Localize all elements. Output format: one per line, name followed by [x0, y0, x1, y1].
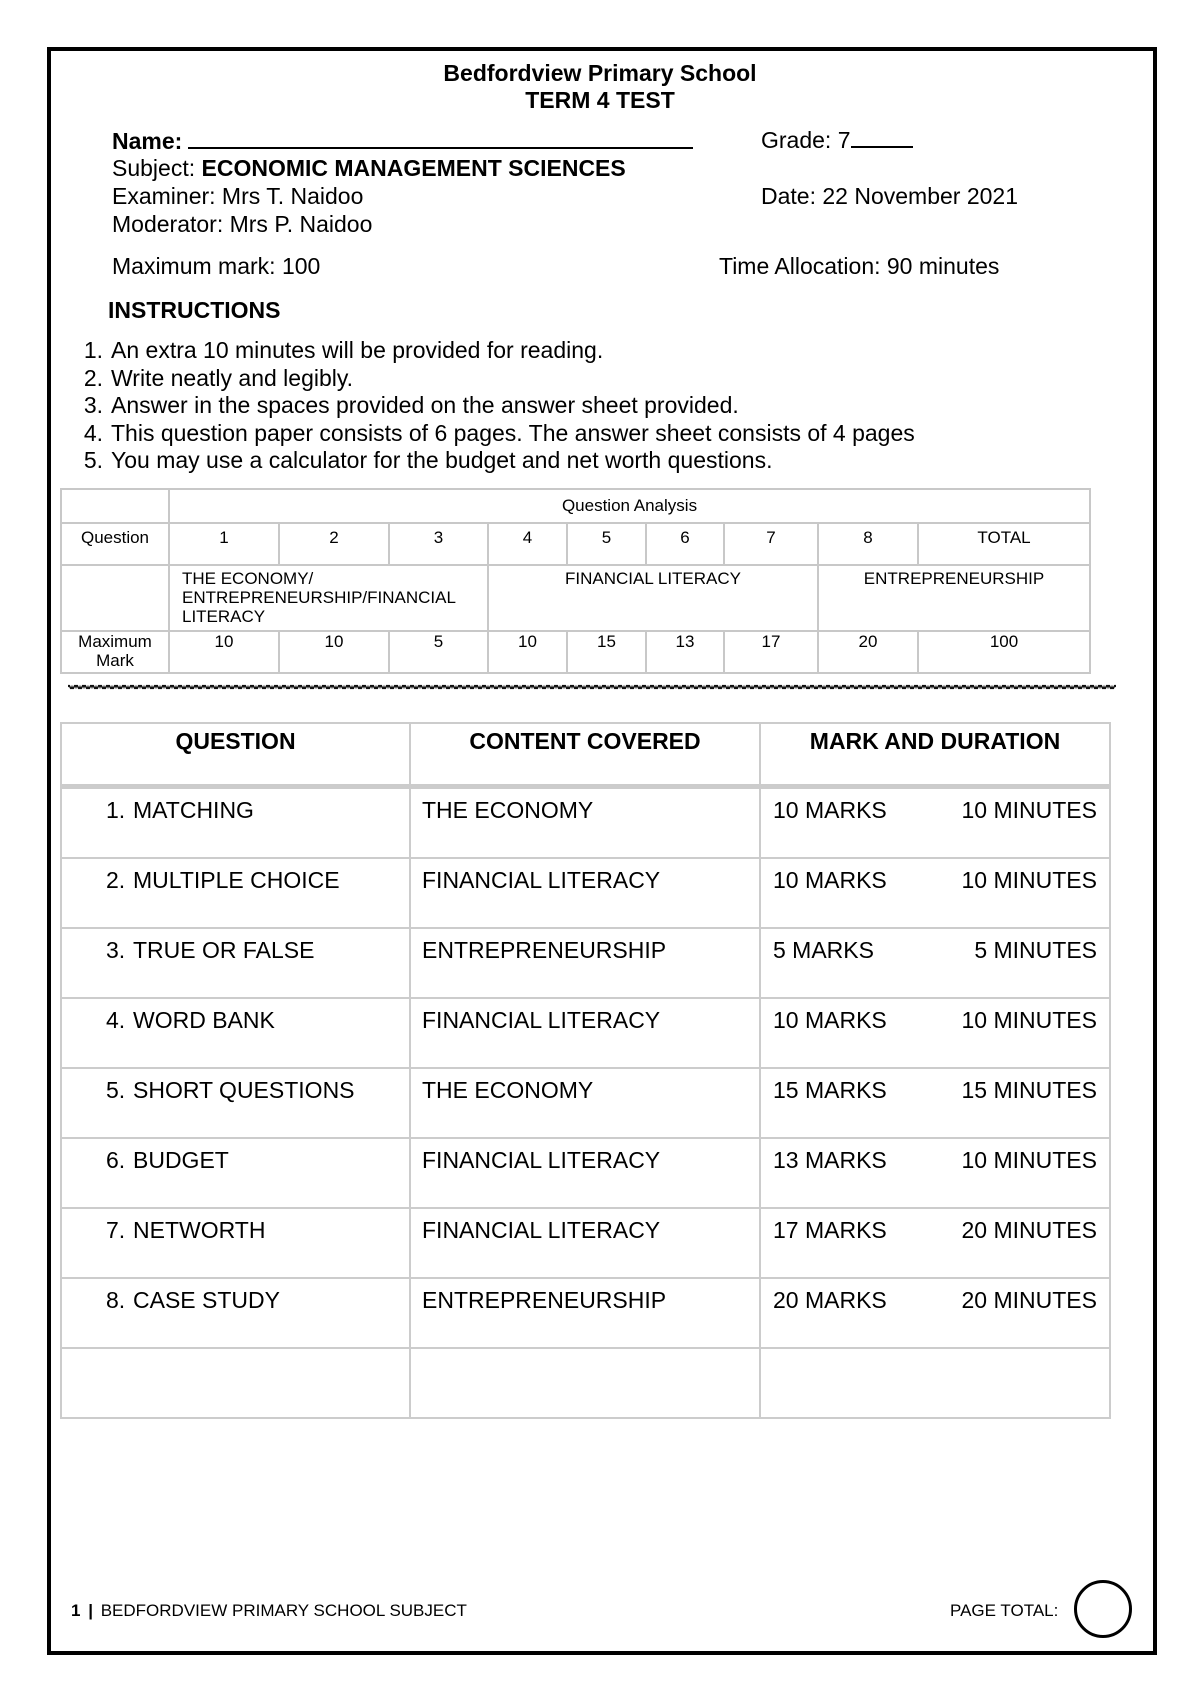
question-type: MATCHING: [133, 797, 254, 823]
instructions-list: [67, 337, 915, 475]
mark-duration-cell: [760, 998, 1110, 1068]
question-number: 2: [279, 523, 389, 565]
mark-value: 10 MARKS: [773, 797, 887, 823]
mark-value: 20 MARKS: [773, 1287, 887, 1313]
question-number: 5.: [106, 1077, 126, 1103]
topic-financial-literacy: FINANCIAL LITERACY: [488, 565, 818, 631]
question-number: 4.: [106, 1007, 126, 1033]
table-row: [61, 631, 1090, 673]
page-number: 1: [71, 1601, 81, 1620]
maximum-mark: Maximum mark: 100: [112, 253, 321, 279]
topic-economy-entrepreneurship-financial: THE ECONOMY/ ENTREPRENEURSHIP/FINANCIAL LITERACY: [169, 565, 488, 631]
table-row: [61, 998, 1110, 1068]
subject-line: [112, 155, 626, 182]
header-question: QUESTION: [61, 723, 410, 787]
question-label: Question: [61, 523, 169, 565]
test-date: Date: 22 November 2021: [761, 183, 1018, 209]
question-number: 7: [724, 523, 818, 565]
grade-label: Grade: 7: [761, 127, 851, 153]
question-type: WORD BANK: [133, 1007, 275, 1033]
total-mark-value: 100: [918, 631, 1090, 673]
table-row: [61, 1208, 1110, 1278]
list-item: 2. Write neatly and legibly.: [83, 364, 354, 391]
content-covered: THE ECONOMY: [410, 1068, 760, 1138]
mark-value: 5 MARKS: [773, 937, 874, 963]
total-label: TOTAL: [918, 523, 1090, 565]
table-row: [61, 1138, 1110, 1208]
page-total-circle[interactable]: [1074, 1580, 1132, 1638]
question-cell: [61, 998, 410, 1068]
wavy-divider: [68, 682, 1116, 692]
question-cell: [61, 1138, 410, 1208]
max-mark-value: 13: [646, 631, 724, 673]
question-number: 6: [646, 523, 724, 565]
question-number: 1.: [106, 797, 126, 823]
question-type: SHORT QUESTIONS: [133, 1077, 355, 1103]
mark-duration-cell: [760, 858, 1110, 928]
mark-value: 10 MARKS: [773, 1007, 887, 1033]
duration-value: 5 MINUTES: [974, 937, 1097, 963]
question-type: NETWORTH: [133, 1217, 266, 1243]
max-mark-value: 20: [818, 631, 918, 673]
question-cell: [61, 1068, 410, 1138]
question-number: 6.: [106, 1147, 126, 1173]
grade-blank[interactable]: [851, 128, 913, 148]
duration-value: 20 MINUTES: [961, 1217, 1097, 1243]
question-cell: [61, 787, 410, 859]
content-covered: FINANCIAL LITERACY: [410, 1138, 760, 1208]
max-mark-value: 15: [567, 631, 646, 673]
duration-value: 10 MINUTES: [961, 867, 1097, 893]
content-covered: FINANCIAL LITERACY: [410, 858, 760, 928]
moderator: Moderator: Mrs P. Naidoo: [112, 211, 373, 237]
max-mark-value: 10: [169, 631, 279, 673]
question-number: 1: [169, 523, 279, 565]
header-mark-duration: MARK AND DURATION: [760, 723, 1110, 787]
content-covered: FINANCIAL LITERACY: [410, 1208, 760, 1278]
name-label: Name:: [112, 128, 183, 154]
question-type: TRUE OR FALSE: [133, 937, 315, 963]
table-row: [61, 523, 1090, 565]
grade-field[interactable]: [761, 127, 913, 154]
mark-value: 15 MARKS: [773, 1077, 887, 1103]
mark-duration-cell: [760, 1068, 1110, 1138]
table-header-row: [61, 723, 1110, 787]
question-number: 2.: [106, 867, 126, 893]
max-mark-value: 10: [279, 631, 389, 673]
content-covered: ENTREPRENEURSHIP: [410, 1278, 760, 1348]
time-allocation: Time Allocation: 90 minutes: [719, 253, 1000, 279]
question-number: 8: [818, 523, 918, 565]
table-row: [61, 787, 1110, 859]
list-item: 3. Answer in the spaces provided on the answer sheet provided.: [83, 392, 739, 418]
footer-page-info: [71, 1601, 467, 1621]
duration-value: 10 MINUTES: [961, 1147, 1097, 1173]
separator-bar: |: [88, 1601, 93, 1620]
mark-value: 13 MARKS: [773, 1147, 887, 1173]
table-row: [61, 1068, 1110, 1138]
content-covered: FINANCIAL LITERACY: [410, 998, 760, 1068]
mark-duration-cell: [760, 1138, 1110, 1208]
question-number: 8.: [106, 1287, 126, 1313]
table-row: [61, 858, 1110, 928]
max-mark-value: 10: [488, 631, 567, 673]
question-analysis-table: [60, 488, 1091, 674]
table-row-empty: [61, 1348, 1110, 1418]
mark-value: 10 MARKS: [773, 867, 887, 893]
question-number: 5: [567, 523, 646, 565]
question-number: 3: [389, 523, 488, 565]
topic-entrepreneurship: ENTREPRENEURSHIP: [818, 565, 1090, 631]
examiner: Examiner: Mrs T. Naidoo: [112, 183, 364, 209]
table-row: [61, 489, 1090, 523]
subject-label: Subject:: [112, 155, 196, 181]
header-content-covered: CONTENT COVERED: [410, 723, 760, 787]
duration-value: 15 MINUTES: [961, 1077, 1097, 1103]
question-cell: [61, 928, 410, 998]
question-type: CASE STUDY: [133, 1287, 280, 1313]
list-item: 1. An extra 10 minutes will be provided for reading.: [83, 337, 604, 363]
subject-value: ECONOMIC MANAGEMENT SCIENCES: [201, 155, 626, 181]
mark-duration-cell: [760, 1278, 1110, 1348]
question-number: 7.: [106, 1217, 126, 1243]
analysis-title: Question Analysis: [169, 489, 1090, 523]
max-mark-label: Maximum Mark: [61, 631, 169, 673]
table-row: [61, 565, 1090, 631]
page-total-label: PAGE TOTAL:: [950, 1601, 1059, 1620]
table-row: [61, 1278, 1110, 1348]
duration-value: 10 MINUTES: [961, 797, 1097, 823]
school-name: Bedfordview Primary School: [443, 60, 757, 86]
content-covered-table: [60, 722, 1111, 1419]
content-covered: THE ECONOMY: [410, 787, 760, 859]
question-type: BUDGET: [133, 1147, 229, 1173]
question-type: MULTIPLE CHOICE: [133, 867, 340, 893]
mark-value: 17 MARKS: [773, 1217, 887, 1243]
list-item: 5. You may use a calculator for the budget and net worth questions.: [83, 447, 773, 473]
content-covered: ENTREPRENEURSHIP: [410, 928, 760, 998]
question-cell: [61, 1208, 410, 1278]
instructions-heading: INSTRUCTIONS: [108, 297, 281, 323]
footer-school-subject: BEDFORDVIEW PRIMARY SCHOOL SUBJECT: [100, 1601, 467, 1620]
max-mark-value: 5: [389, 631, 488, 673]
question-number: 3.: [106, 937, 126, 963]
table-row: [61, 928, 1110, 998]
duration-value: 10 MINUTES: [961, 1007, 1097, 1033]
list-item: 4. This question paper consists of 6 pages. The answer sheet consists of 4 pages: [83, 419, 915, 446]
mark-duration-cell: [760, 787, 1110, 859]
mark-duration-cell: [760, 928, 1110, 998]
question-cell: [61, 858, 410, 928]
question-cell: [61, 1278, 410, 1348]
mark-duration-cell: [760, 1208, 1110, 1278]
test-title: TERM 4 TEST: [525, 87, 675, 113]
name-field[interactable]: [112, 127, 693, 155]
question-number: 4: [488, 523, 567, 565]
max-mark-value: 17: [724, 631, 818, 673]
name-blank[interactable]: [188, 127, 693, 149]
duration-value: 20 MINUTES: [961, 1287, 1097, 1313]
